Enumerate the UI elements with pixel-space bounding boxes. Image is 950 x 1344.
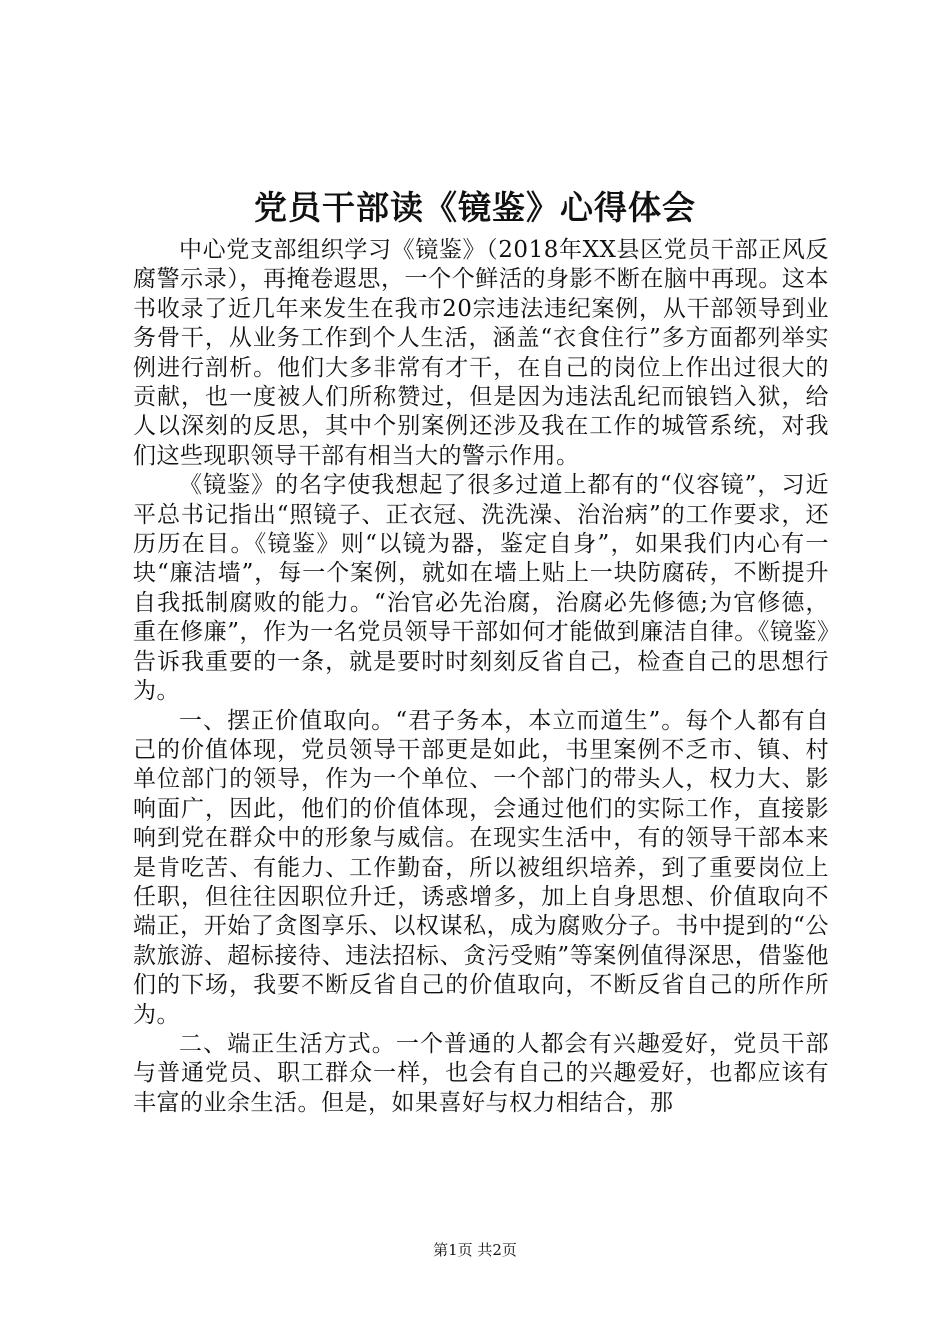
paragraph-values: 一、摆正价值取向。“君子务本，本立而道生”。每个人都有自己的价值体现，党员领导干部更是如此，书里案例不乏市、镇、村单位部门的领导，作为一个单位、一个部门的带头人，权力大、影响面广，因此，他们的价值体现，会通过他们的实际工作，直接影响到党在群众中的形象与威信。在现实生活中，有的领导干部本来是肯吃苦、有能力、工作勤奋，所以被组织培养，到了重要岗位上任职，但往往因职位升迁，诱惑增多，加上自身思想、价值取向不端正，开始了贪图享乐、以权谋私，成为腐败分子。书中提到的“公款旅游、超标接待、违法招标、贪污受贿”等案例值得深思，借鉴他们的下场，我要不断反省自己的价值取向，不断反省自己的所作所为。: [133, 707, 829, 1028]
paragraph-lifestyle: 二、端正生活方式。一个普通的人都会有兴趣爱好，党员干部与普通党员、职工群众一样，也会有自己的兴趣爱好，也都应该有丰富的业余生活。但是，如果喜好与权力相结合，那: [133, 1030, 829, 1116]
document-title: 党员干部读《镜鉴》心得体会: [254, 188, 696, 227]
document-body: [133, 236, 829, 1118]
paragraph-mirror: 《镜鉴》的名字使我想起了很多过道上都有的“仪容镜”，习近平总书记指出“照镜子、正衣冠、洗洗澡、治治病”的工作要求，还历历在目。《镜鉴》则“以镜为器，鉴定自身”，如果我们内心有一块“廉洁墙”，每一个案例，就如在墙上贴上一块防腐砖，不断提升自我抵制腐败的能力。“治官必先治腐，治腐必先修德;为官修德，重在修廉”，作为一名党员领导干部如何才能做到廉洁自律。《镜鉴》告诉我重要的一条，就是要时时刻刻反省自己，检查自己的思想行为。: [133, 472, 829, 705]
paragraph-intro: 中心党支部组织学习《镜鉴》（2018年XX县区党员干部正风反腐警示录），再掩卷遐思，一个个鲜活的身影不断在脑中再现。这本书收录了近几年来发生在我市20宗违法违纪案例，从干部领导到业务骨干，从业务工作到个人生活，涵盖“衣食住行”多方面都列举实例进行剖析。他们大多非常有才干，在自己的岗位上作出过很大的贡献，也一度被人们所称赞过，但是因为违法乱纪而锒铛入狱，给人以深刻的反思，其中个别案例还涉及我在工作的城管系统，对我们这些现职领导干部有相当大的警示作用。: [133, 237, 829, 469]
page-number-footer: 第1页 共2页: [433, 1241, 517, 1259]
